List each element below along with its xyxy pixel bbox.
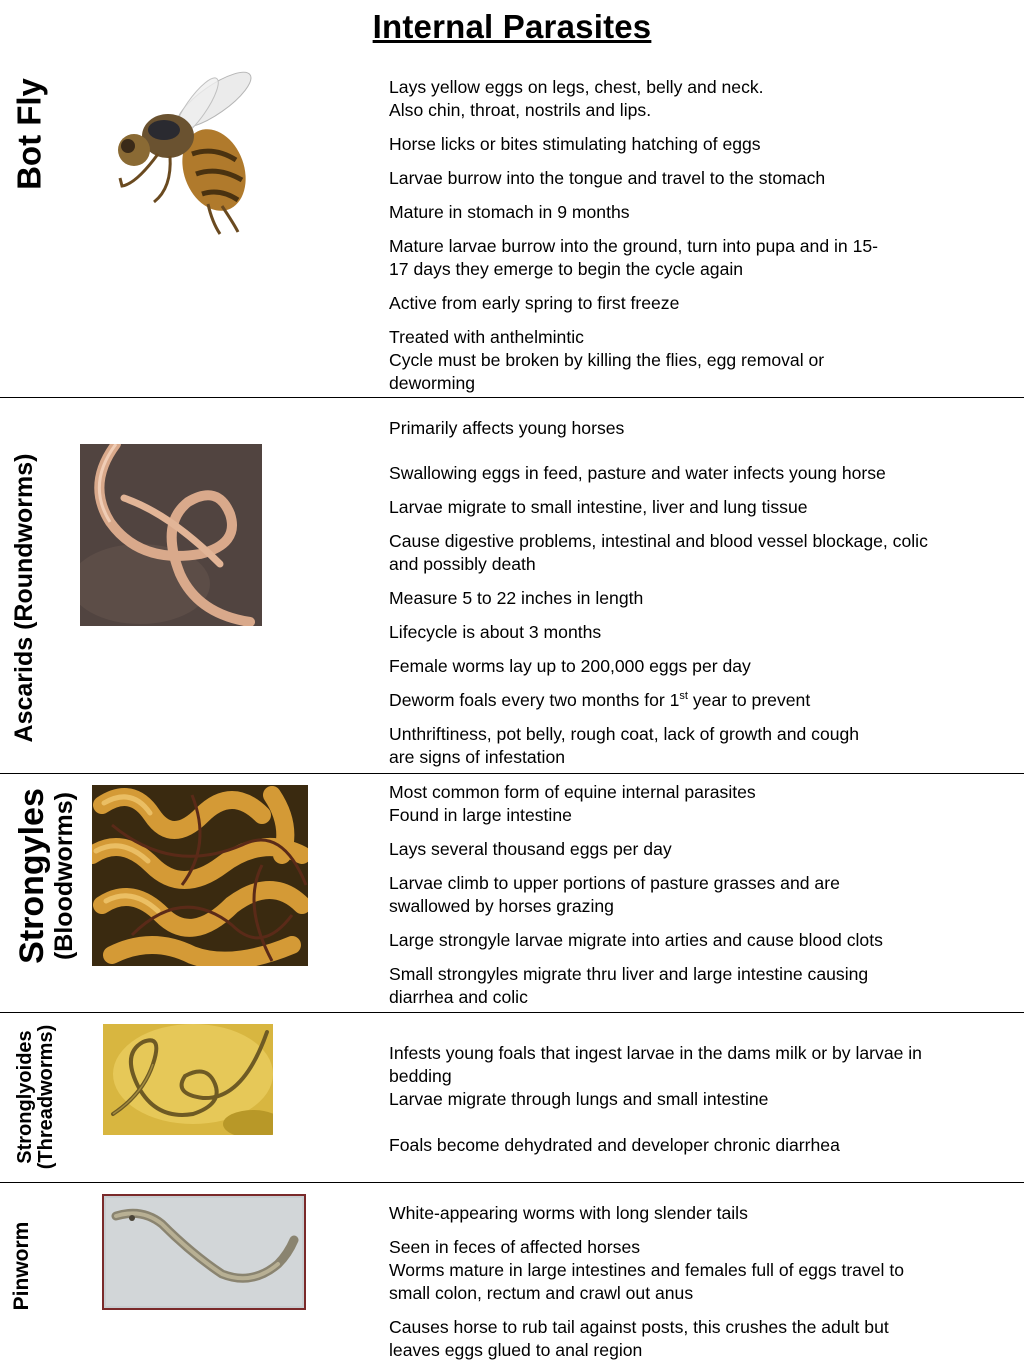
bloodworm-image [92, 785, 308, 966]
fact-line: Treated with anthelmintic [389, 327, 584, 347]
strongyles-subtitle: (Bloodworms) [49, 791, 78, 961]
section-divider [0, 1182, 1024, 1183]
fact-line: White-appearing worms with long slender tails [389, 1203, 748, 1223]
fact-line: Female worms lay up to 200,000 eggs per day [389, 656, 751, 676]
fact-line: Infests young foals that ingest larvae in the dams milk or by larvae in [389, 1043, 922, 1063]
section-divider [0, 773, 1024, 774]
fact-line: Found in large intestine [389, 805, 572, 825]
deworm-text-end: year to prevent [687, 690, 811, 710]
fact-line: Cycle must be broken by killing the flies, egg removal or [389, 350, 825, 370]
section-label-strongyloides [15, 1025, 57, 1169]
strongyles-facts [389, 781, 989, 1009]
fact-line: Larvae migrate through lungs and small intestine [389, 1089, 769, 1109]
bot-fly-facts [389, 76, 989, 395]
fact-line: Cause digestive problems, intestinal and blood vessel blockage, colic [389, 531, 928, 551]
strongyles-title: Strongyles [13, 788, 52, 964]
section-label-strongyles [15, 788, 77, 964]
fact-line: 17 days they emerge to begin the cycle again [389, 259, 744, 279]
roundworm-image [80, 444, 262, 626]
fact-line: swallowed by horses grazing [389, 896, 614, 916]
fact-line: Mature in stomach in 9 months [389, 202, 630, 222]
fact-line: Active from early spring to first freeze [389, 293, 680, 313]
fact-line: and possibly death [389, 554, 536, 574]
fact-line: small colon, rectum and crawl out anus [389, 1283, 694, 1303]
ascarids-facts [389, 417, 989, 769]
fact-line: Foals become dehydrated and developer chronic diarrhea [389, 1135, 840, 1155]
fact-line: Larvae burrow into the tongue and travel to the stomach [389, 168, 826, 188]
fact-line: diarrhea and colic [389, 987, 528, 1007]
section-label-ascarids: Ascarids (Roundworms) [9, 453, 38, 743]
fact-line: Horse licks or bites stimulating hatching of eggs [389, 134, 761, 154]
fact-line: Lays yellow eggs on legs, chest, belly and neck. [389, 77, 764, 97]
fact-line: Seen in feces of affected horses [389, 1237, 641, 1257]
fact-line: Measure 5 to 22 inches in length [389, 588, 644, 608]
strongyloides-title: Stronglyoides [14, 1030, 36, 1164]
fact-line: Causes horse to rub tail against posts, this crushes the adult but [389, 1317, 889, 1337]
ordinal-suffix: st [679, 690, 688, 703]
fact-line-deworm [389, 689, 989, 712]
fact-line: Lays several thousand eggs per day [389, 839, 672, 859]
fact-line: bedding [389, 1066, 452, 1086]
fact-line: Larvae climb to upper portions of pasture grasses and are [389, 873, 840, 893]
section-label-bot-fly: Bot Fly [10, 78, 48, 190]
fact-line: Also chin, throat, nostrils and lips. [389, 100, 652, 120]
bot-fly-image [96, 58, 292, 242]
threadworm-image [103, 1024, 273, 1135]
fact-line: Mature larvae burrow into the ground, turn into pupa and in 15- [389, 236, 879, 256]
fact-line: Small strongyles migrate thru liver and large intestine causing [389, 964, 869, 984]
strongyloides-facts [389, 1042, 989, 1157]
fact-line: are signs of infestation [389, 747, 566, 767]
pinworm-facts [389, 1202, 989, 1362]
fact-line: Most common form of equine internal parasites [389, 782, 756, 802]
fact-line: Large strongyle larvae migrate into arties and cause blood clots [389, 930, 883, 950]
section-divider [0, 397, 1024, 398]
fact-line: Primarily affects young horses [389, 418, 625, 438]
pinworm-image [102, 1194, 306, 1310]
strongyloides-subtitle: (Threadworms) [35, 1024, 57, 1170]
section-label-pinworm: Pinworm [9, 1221, 33, 1311]
fact-line: Larvae migrate to small intestine, liver and lung tissue [389, 497, 808, 517]
fact-line: Unthriftiness, pot belly, rough coat, lack of growth and cough [389, 724, 860, 744]
fact-line: leaves eggs glued to anal region [389, 1340, 643, 1360]
fact-line: deworming [389, 373, 476, 393]
fact-line: Worms mature in large intestines and females full of eggs travel to [389, 1260, 905, 1280]
fact-line: Lifecycle is about 3 months [389, 622, 602, 642]
fact-line: Swallowing eggs in feed, pasture and water infects young horse [389, 463, 886, 483]
section-divider [0, 1012, 1024, 1013]
deworm-text: Deworm foals every two months for 1 [389, 690, 680, 710]
page-title: Internal Parasites [372, 8, 652, 45]
